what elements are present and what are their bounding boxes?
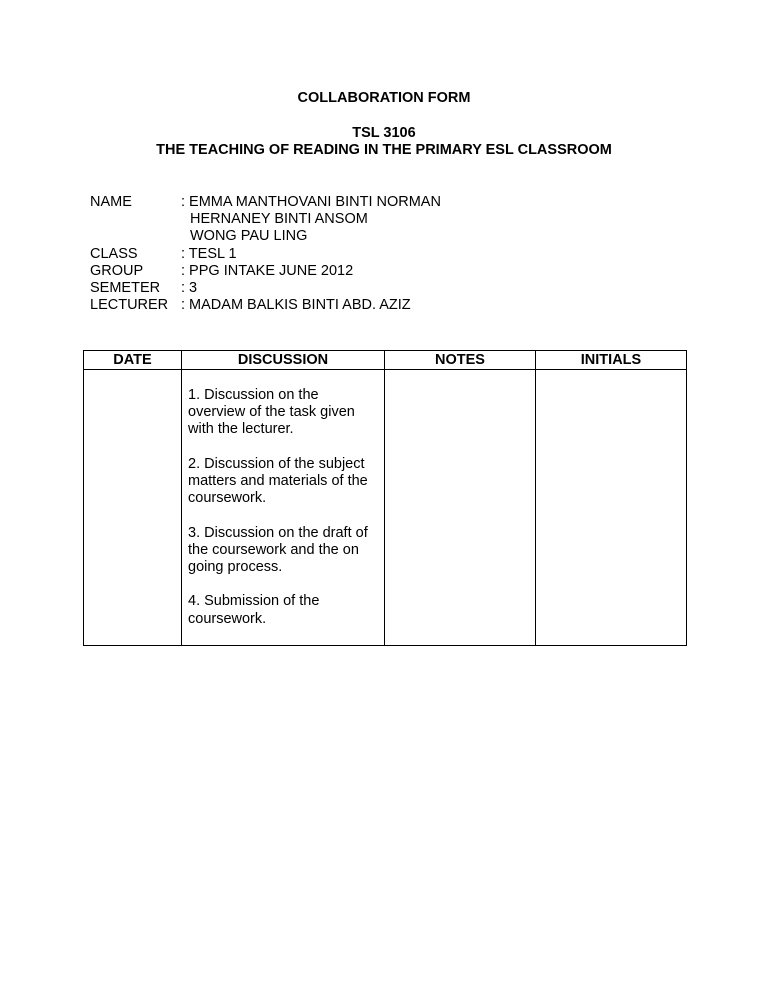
group-row xyxy=(90,263,441,280)
lecturer-label: LECTURER xyxy=(90,297,169,314)
name-value-3: WONG PAU LING xyxy=(190,228,308,245)
name-row xyxy=(90,194,441,211)
date-header: DATE xyxy=(84,351,182,370)
class-label: CLASS xyxy=(90,245,138,262)
name-value-2: HERNANEY BINTI ANSOM xyxy=(190,211,368,228)
table-header-row xyxy=(84,351,687,370)
class-value: : TESL 1 xyxy=(181,245,237,262)
lecturer-row xyxy=(90,297,441,314)
collaboration-table xyxy=(83,350,687,646)
discussion-item-1: 1. Discussion on the overview of the task given with the lecturer. xyxy=(188,387,355,438)
discussion-cell xyxy=(182,370,385,646)
initials-cell[interactable] xyxy=(536,370,687,646)
discussion-item-2: 2. Discussion of the subject matters and materials of the coursework. xyxy=(188,455,368,507)
initials-header: INITIALS xyxy=(536,351,687,370)
date-cell[interactable] xyxy=(84,370,182,646)
student-info xyxy=(90,194,441,314)
course-code: TSL 3106 xyxy=(352,125,416,141)
notes-cell[interactable] xyxy=(385,370,536,646)
class-row xyxy=(90,246,441,263)
name-value-1: : EMMA MANTHOVANI BINTI NORMAN xyxy=(181,194,441,210)
group-value: : PPG INTAKE JUNE 2012 xyxy=(181,262,354,279)
group-label: GROUP xyxy=(90,262,144,279)
discussion-header: DISCUSSION xyxy=(182,351,385,370)
course-title: THE TEACHING OF READING IN THE PRIMARY ESL CLASSROOM xyxy=(156,142,612,158)
notes-header: NOTES xyxy=(385,351,536,370)
semester-value: : 3 xyxy=(181,280,198,297)
semester-row xyxy=(90,280,441,297)
form-title: COLLABORATION FORM xyxy=(297,90,471,106)
name-label: NAME xyxy=(90,194,132,210)
lecturer-value: : MADAM BALKIS BINTI ABD. AZIZ xyxy=(181,297,411,314)
discussion-item-4: 4. Submission of the coursework. xyxy=(188,593,320,627)
discussion-item-3: 3. Discussion on the draft of the coursework and the on going process. xyxy=(188,524,368,575)
semester-label: SEMETER xyxy=(90,280,161,297)
table-row xyxy=(84,370,687,646)
